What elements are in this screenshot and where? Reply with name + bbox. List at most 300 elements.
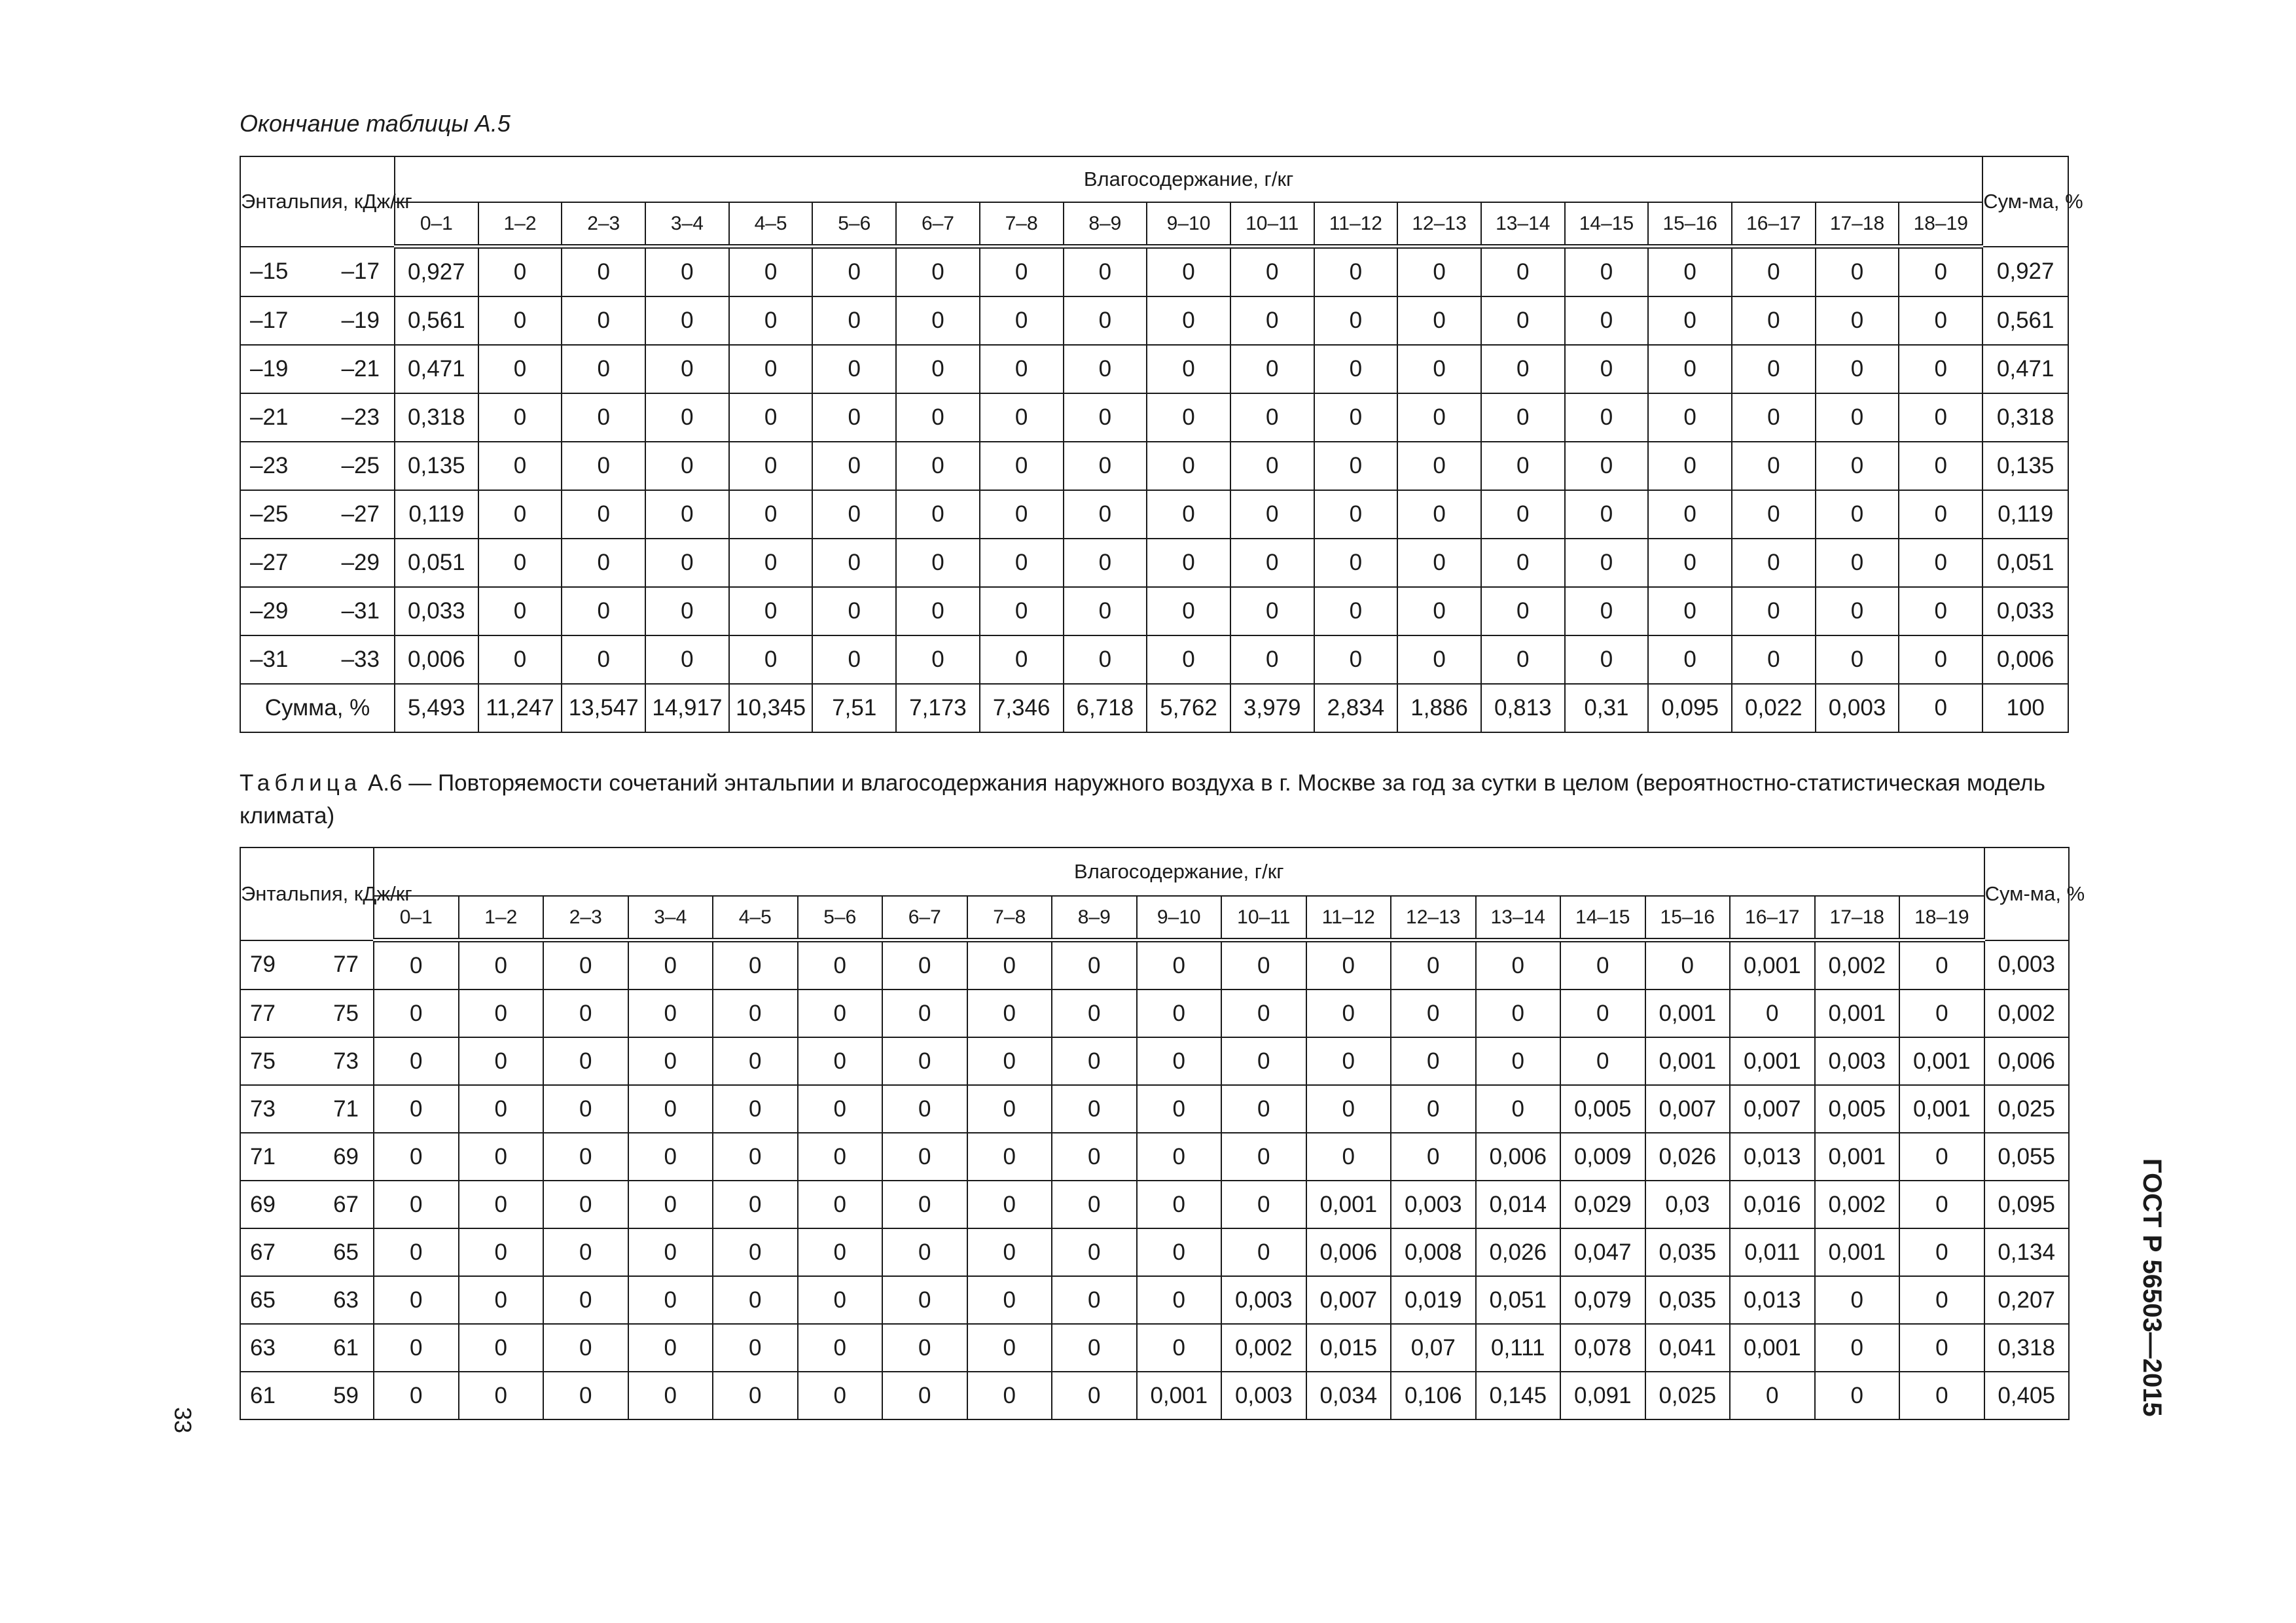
moisture-column-header: 13–14 — [1476, 896, 1561, 940]
value-cell: 0 — [1899, 1276, 1984, 1324]
value-cell: 0 — [1899, 345, 1982, 393]
value-cell: 0 — [798, 1133, 883, 1181]
enthalpy-range — [241, 404, 394, 431]
value-cell: 0 — [896, 442, 980, 490]
value-cell: 0 — [1481, 345, 1565, 393]
value-cell: 0 — [1221, 1037, 1306, 1085]
enthalpy-to: –33 — [341, 647, 380, 672]
value-cell: 0 — [798, 1372, 883, 1419]
value-cell: 0 — [1648, 345, 1732, 393]
value-cell: 0 — [1230, 393, 1314, 442]
value-cell: 0 — [478, 247, 562, 297]
moisture-column-header: 17–18 — [1815, 896, 1900, 940]
value-cell: 0 — [896, 247, 980, 297]
enthalpy-range — [241, 1144, 373, 1170]
enthalpy-range — [241, 1048, 373, 1075]
value-cell: 0 — [1230, 296, 1314, 345]
value-cell: 0 — [713, 1133, 798, 1181]
value-cell: 0,561 — [395, 296, 478, 345]
value-cell: 0,026 — [1476, 1228, 1561, 1276]
enthalpy-range — [241, 1335, 373, 1361]
value-cell: 0,014 — [1476, 1181, 1561, 1228]
value-cell: 0 — [729, 539, 813, 587]
value-cell: 0 — [562, 635, 645, 684]
enthalpy-from: 67 — [250, 1239, 276, 1265]
enthalpy-range-cell — [240, 1181, 374, 1228]
value-cell: 0 — [980, 393, 1064, 442]
table-row — [240, 1324, 2069, 1372]
value-cell: 0 — [980, 345, 1064, 393]
table-row — [240, 539, 2068, 587]
table-row — [240, 296, 2068, 345]
value-cell: 0 — [543, 940, 628, 990]
value-cell: 0 — [1899, 940, 1984, 990]
total-value-cell: 3,979 — [1230, 684, 1314, 732]
value-cell: 0,003 — [1815, 1037, 1900, 1085]
value-cell: 0 — [1732, 442, 1816, 490]
enthalpy-range — [241, 1240, 373, 1266]
value-cell: 0 — [562, 393, 645, 442]
value-cell: 0 — [798, 1037, 883, 1085]
value-cell: 0 — [967, 1133, 1052, 1181]
table-row — [240, 1372, 2069, 1419]
table-row — [240, 393, 2068, 442]
value-cell: 0 — [543, 1276, 628, 1324]
value-cell: 0 — [562, 247, 645, 297]
value-cell: 0,001 — [1730, 940, 1815, 990]
value-cell: 0,002 — [1815, 940, 1900, 990]
value-cell: 0 — [1052, 1133, 1137, 1181]
value-cell: 0,047 — [1560, 1228, 1645, 1276]
row-sum-cell: 0,006 — [1984, 1037, 2069, 1085]
value-cell: 0 — [1397, 539, 1481, 587]
value-cell: 0 — [374, 1276, 459, 1324]
value-cell: 0 — [374, 1324, 459, 1372]
value-cell: 0,471 — [395, 345, 478, 393]
value-cell: 0,026 — [1645, 1133, 1731, 1181]
value-cell: 0 — [1314, 539, 1398, 587]
moisture-column-header: 1–2 — [478, 202, 562, 247]
enthalpy-to: 61 — [333, 1334, 359, 1361]
row-sum-cell: 0,119 — [1982, 490, 2068, 539]
value-cell: 0 — [1648, 393, 1732, 442]
total-value-cell: 13,547 — [562, 684, 645, 732]
value-cell: 0 — [798, 1085, 883, 1133]
enthalpy-range-cell — [240, 442, 395, 490]
value-cell: 0 — [1314, 247, 1398, 297]
value-cell: 0,001 — [1137, 1372, 1222, 1419]
value-cell: 0 — [1314, 635, 1398, 684]
value-cell: 0,008 — [1391, 1228, 1476, 1276]
value-cell: 0 — [713, 1085, 798, 1133]
value-cell: 0 — [543, 1181, 628, 1228]
value-cell: 0 — [713, 1324, 798, 1372]
value-cell: 0,009 — [1560, 1133, 1645, 1181]
table-a6 — [240, 847, 2085, 1420]
value-cell: 0 — [645, 587, 729, 635]
value-cell: 0 — [543, 1372, 628, 1419]
value-cell: 0 — [1560, 1037, 1645, 1085]
value-cell: 0 — [1899, 1133, 1984, 1181]
value-cell: 0 — [1397, 247, 1481, 297]
value-cell: 0 — [459, 1228, 544, 1276]
total-value-cell: 5,493 — [395, 684, 478, 732]
value-cell: 0 — [562, 442, 645, 490]
enthalpy-from: 71 — [250, 1143, 276, 1169]
value-cell: 0 — [1560, 940, 1645, 990]
value-cell: 0 — [1816, 587, 1899, 635]
enthalpy-from: –27 — [250, 550, 289, 575]
value-cell: 0,318 — [395, 393, 478, 442]
value-cell: 0 — [1397, 490, 1481, 539]
moisture-column-header: 18–19 — [1899, 202, 1982, 247]
moisture-header: Влагосодержание, г/кг — [395, 156, 1982, 202]
value-cell: 0 — [1899, 1228, 1984, 1276]
value-cell: 0 — [628, 1372, 713, 1419]
value-cell: 0,003 — [1221, 1276, 1306, 1324]
enthalpy-header: Энтальпия, кДж/кг — [240, 156, 395, 247]
moisture-column-header: 1–2 — [459, 896, 544, 940]
value-cell: 0 — [1230, 442, 1314, 490]
value-cell: 0 — [1732, 296, 1816, 345]
value-cell: 0 — [1816, 345, 1899, 393]
value-cell: 0 — [1052, 990, 1137, 1037]
value-cell: 0 — [628, 1181, 713, 1228]
enthalpy-range — [241, 952, 373, 978]
table-a6-caption-text: А.6 — Повторяемости сочетаний энтальпии и влагосодержания наружного воздуха в г. Москве за год за сутки в целом (вероятностно-статистическая модель климата) — [240, 770, 2045, 829]
moisture-column-header: 2–3 — [543, 896, 628, 940]
enthalpy-range — [241, 1287, 373, 1313]
total-label: Сумма, % — [240, 684, 395, 732]
enthalpy-range-cell — [240, 1085, 374, 1133]
enthalpy-to: 71 — [333, 1096, 359, 1122]
value-cell: 0 — [459, 1037, 544, 1085]
enthalpy-range-cell — [240, 539, 395, 587]
value-cell: 0 — [1732, 247, 1816, 297]
value-cell: 0,001 — [1645, 1037, 1731, 1085]
moisture-header: Влагосодержание, г/кг — [374, 847, 1984, 896]
value-cell: 0 — [729, 442, 813, 490]
value-cell: 0 — [628, 940, 713, 990]
enthalpy-range — [241, 501, 394, 527]
total-value-cell: 7,173 — [896, 684, 980, 732]
row-sum-cell: 0,051 — [1982, 539, 2068, 587]
enthalpy-to: –21 — [341, 356, 380, 382]
value-cell: 0 — [1899, 539, 1982, 587]
value-cell: 0 — [729, 296, 813, 345]
value-cell: 0 — [896, 393, 980, 442]
value-cell: 0 — [1732, 587, 1816, 635]
total-value-cell: 0,095 — [1648, 684, 1732, 732]
value-cell: 0 — [812, 539, 896, 587]
value-cell: 0 — [1397, 635, 1481, 684]
enthalpy-range — [241, 1001, 373, 1027]
value-cell: 0 — [1147, 345, 1230, 393]
value-cell: 0,011 — [1730, 1228, 1815, 1276]
moisture-column-header: 3–4 — [645, 202, 729, 247]
value-cell: 0 — [1481, 393, 1565, 442]
value-cell: 0,025 — [1645, 1372, 1731, 1419]
row-sum-cell: 0,055 — [1984, 1133, 2069, 1181]
value-cell: 0,03 — [1645, 1181, 1731, 1228]
table-row — [240, 635, 2068, 684]
total-value-cell: 2,834 — [1314, 684, 1398, 732]
enthalpy-header: Энтальпия, кДж/кг — [240, 847, 374, 940]
total-value-cell: 0,003 — [1816, 684, 1899, 732]
total-value-cell: 14,917 — [645, 684, 729, 732]
value-cell: 0 — [798, 1228, 883, 1276]
value-cell: 0 — [1064, 635, 1147, 684]
value-cell: 0 — [1816, 296, 1899, 345]
value-cell: 0 — [1565, 539, 1649, 587]
page-number: 33 — [170, 1407, 196, 1434]
value-cell: 0 — [1648, 587, 1732, 635]
value-cell: 0 — [1481, 490, 1565, 539]
value-cell: 0 — [1137, 1228, 1222, 1276]
value-cell: 0 — [798, 940, 883, 990]
value-cell: 0 — [1565, 635, 1649, 684]
moisture-column-header: 3–4 — [628, 896, 713, 940]
value-cell: 0,015 — [1306, 1324, 1391, 1372]
value-cell: 0 — [1052, 1228, 1137, 1276]
value-cell: 0 — [1560, 990, 1645, 1037]
value-cell: 0 — [1137, 1276, 1222, 1324]
value-cell: 0 — [1732, 345, 1816, 393]
row-sum-cell: 0,927 — [1982, 247, 2068, 297]
value-cell: 0 — [1648, 539, 1732, 587]
value-cell: 0 — [967, 1228, 1052, 1276]
total-value-cell: 5,762 — [1147, 684, 1230, 732]
value-cell: 0 — [1391, 1085, 1476, 1133]
value-cell: 0 — [1565, 345, 1649, 393]
value-cell: 0 — [459, 1276, 544, 1324]
enthalpy-range — [241, 550, 394, 576]
row-sum-cell: 0,025 — [1984, 1085, 2069, 1133]
value-cell: 0 — [1147, 296, 1230, 345]
value-cell: 0 — [1064, 442, 1147, 490]
value-cell: 0 — [1137, 940, 1222, 990]
enthalpy-from: 73 — [250, 1096, 276, 1122]
value-cell: 0,001 — [1645, 990, 1731, 1037]
value-cell: 0 — [374, 1133, 459, 1181]
value-cell: 0 — [1476, 1085, 1561, 1133]
value-cell: 0 — [1137, 1324, 1222, 1372]
value-cell: 0 — [1816, 393, 1899, 442]
enthalpy-to: –17 — [341, 258, 380, 284]
value-cell: 0 — [1052, 940, 1137, 990]
value-cell: 0 — [1391, 990, 1476, 1037]
table-a5 — [240, 156, 2083, 733]
value-cell: 0 — [1064, 393, 1147, 442]
value-cell: 0 — [1481, 247, 1565, 297]
value-cell: 0 — [980, 635, 1064, 684]
value-cell: 0 — [1147, 490, 1230, 539]
value-cell: 0,001 — [1899, 1085, 1984, 1133]
value-cell: 0,927 — [395, 247, 478, 297]
value-cell: 0 — [1899, 587, 1982, 635]
table-row — [240, 442, 2068, 490]
moisture-column-header: 18–19 — [1899, 896, 1984, 940]
value-cell: 0 — [1137, 1181, 1222, 1228]
moisture-column-header: 9–10 — [1137, 896, 1222, 940]
value-cell: 0,07 — [1391, 1324, 1476, 1372]
value-cell: 0 — [1648, 635, 1732, 684]
value-cell: 0 — [562, 490, 645, 539]
row-sum-cell: 0,033 — [1982, 587, 2068, 635]
moisture-column-header: 6–7 — [882, 896, 967, 940]
enthalpy-range-cell — [240, 1133, 374, 1181]
value-cell: 0 — [729, 635, 813, 684]
enthalpy-range — [241, 308, 394, 334]
value-cell: 0 — [882, 1372, 967, 1419]
value-cell: 0 — [459, 1133, 544, 1181]
value-cell: 0 — [896, 345, 980, 393]
enthalpy-range — [241, 1096, 373, 1122]
value-cell: 0 — [543, 1085, 628, 1133]
enthalpy-from: –17 — [250, 308, 289, 333]
moisture-column-header: 15–16 — [1645, 896, 1731, 940]
value-cell: 0,091 — [1560, 1372, 1645, 1419]
value-cell: 0 — [1391, 940, 1476, 990]
value-cell: 0 — [645, 539, 729, 587]
value-cell: 0 — [645, 635, 729, 684]
total-value-cell: 0,022 — [1732, 684, 1816, 732]
value-cell: 0 — [1732, 635, 1816, 684]
row-sum-cell: 0,135 — [1982, 442, 2068, 490]
moisture-column-header: 16–17 — [1732, 202, 1816, 247]
value-cell: 0 — [1306, 1085, 1391, 1133]
value-cell: 0 — [374, 1037, 459, 1085]
value-cell: 0 — [459, 990, 544, 1037]
value-cell: 0 — [645, 345, 729, 393]
value-cell: 0 — [1221, 990, 1306, 1037]
moisture-column-header: 13–14 — [1481, 202, 1565, 247]
value-cell: 0 — [1052, 1181, 1137, 1228]
enthalpy-range-cell — [240, 587, 395, 635]
total-value-cell: 7,346 — [980, 684, 1064, 732]
moisture-column-header: 9–10 — [1147, 202, 1230, 247]
value-cell: 0 — [812, 635, 896, 684]
value-cell: 0 — [967, 1276, 1052, 1324]
row-sum-cell: 0,134 — [1984, 1228, 2069, 1276]
value-cell: 0 — [645, 247, 729, 297]
enthalpy-from: –23 — [250, 453, 289, 478]
moisture-column-header: 10–11 — [1230, 202, 1314, 247]
value-cell: 0 — [1314, 296, 1398, 345]
value-cell: 0 — [980, 539, 1064, 587]
moisture-column-header: 6–7 — [896, 202, 980, 247]
table-row — [240, 990, 2069, 1037]
row-sum-cell: 0,561 — [1982, 296, 2068, 345]
value-cell: 0,035 — [1645, 1228, 1731, 1276]
moisture-column-header: 7–8 — [967, 896, 1052, 940]
value-cell: 0 — [645, 442, 729, 490]
value-cell: 0 — [896, 296, 980, 345]
value-cell: 0,041 — [1645, 1324, 1731, 1372]
value-cell: 0 — [1391, 1037, 1476, 1085]
value-cell: 0 — [1645, 940, 1731, 990]
value-cell: 0 — [1064, 296, 1147, 345]
value-cell: 0 — [1648, 490, 1732, 539]
table-a6-caption — [240, 767, 2066, 832]
value-cell: 0 — [628, 990, 713, 1037]
value-cell: 0 — [1732, 490, 1816, 539]
total-value-cell: 1,886 — [1397, 684, 1481, 732]
value-cell: 0,003 — [1391, 1181, 1476, 1228]
value-cell: 0 — [896, 635, 980, 684]
value-cell: 0,013 — [1730, 1276, 1815, 1324]
value-cell: 0 — [1147, 393, 1230, 442]
value-cell: 0 — [1565, 587, 1649, 635]
enthalpy-to: –19 — [341, 308, 380, 333]
table-row — [240, 1228, 2069, 1276]
value-cell: 0 — [1397, 587, 1481, 635]
value-cell: 0 — [882, 1324, 967, 1372]
value-cell: 0 — [896, 587, 980, 635]
value-cell: 0 — [713, 1181, 798, 1228]
moisture-column-header: 12–13 — [1391, 896, 1476, 940]
table-a5-body — [240, 247, 2068, 733]
sum-header: Сум-ма, % — [1984, 847, 2069, 940]
enthalpy-from: 75 — [250, 1048, 276, 1074]
value-cell: 0 — [798, 1324, 883, 1372]
enthalpy-range-cell — [240, 247, 395, 297]
value-cell: 0 — [896, 539, 980, 587]
value-cell: 0 — [1221, 1181, 1306, 1228]
value-cell: 0 — [478, 345, 562, 393]
value-cell: 0,106 — [1391, 1372, 1476, 1419]
enthalpy-range — [241, 453, 394, 479]
value-cell: 0 — [812, 490, 896, 539]
value-cell: 0 — [562, 539, 645, 587]
enthalpy-from: 69 — [250, 1191, 276, 1217]
value-cell: 0 — [1481, 442, 1565, 490]
value-cell: 0 — [967, 1037, 1052, 1085]
value-cell: 0,001 — [1306, 1181, 1391, 1228]
standard-code: ГОСТ Р 56503—2015 — [2138, 1158, 2166, 1417]
moisture-column-header: 14–15 — [1565, 202, 1649, 247]
moisture-column-header: 10–11 — [1221, 896, 1306, 940]
row-sum-cell: 0,006 — [1982, 635, 2068, 684]
enthalpy-to: 73 — [333, 1048, 359, 1074]
total-value-cell: 7,51 — [812, 684, 896, 732]
value-cell: 0 — [374, 1372, 459, 1419]
moisture-column-header: 5–6 — [798, 896, 883, 940]
sum-header: Сум-ма, % — [1982, 156, 2068, 247]
value-cell: 0 — [1314, 490, 1398, 539]
value-cell: 0 — [1899, 635, 1982, 684]
enthalpy-from: 63 — [250, 1334, 276, 1361]
value-cell: 0 — [967, 1324, 1052, 1372]
value-cell: 0 — [882, 1085, 967, 1133]
table-row — [240, 1085, 2069, 1133]
value-cell: 0 — [1306, 990, 1391, 1037]
value-cell: 0 — [1899, 393, 1982, 442]
value-cell: 0 — [628, 1324, 713, 1372]
value-cell: 0,035 — [1645, 1276, 1731, 1324]
value-cell: 0 — [1899, 247, 1982, 297]
table-a6-caption-prefix: Таблица — [240, 770, 362, 796]
value-cell: 0,007 — [1306, 1276, 1391, 1324]
value-cell: 0 — [478, 393, 562, 442]
value-cell: 0 — [798, 1276, 883, 1324]
value-cell: 0 — [1221, 1228, 1306, 1276]
value-cell: 0 — [478, 635, 562, 684]
row-sum-cell: 0,207 — [1984, 1276, 2069, 1324]
value-cell: 0 — [562, 296, 645, 345]
enthalpy-to: 75 — [333, 1000, 359, 1026]
moisture-column-header: 11–12 — [1306, 896, 1391, 940]
